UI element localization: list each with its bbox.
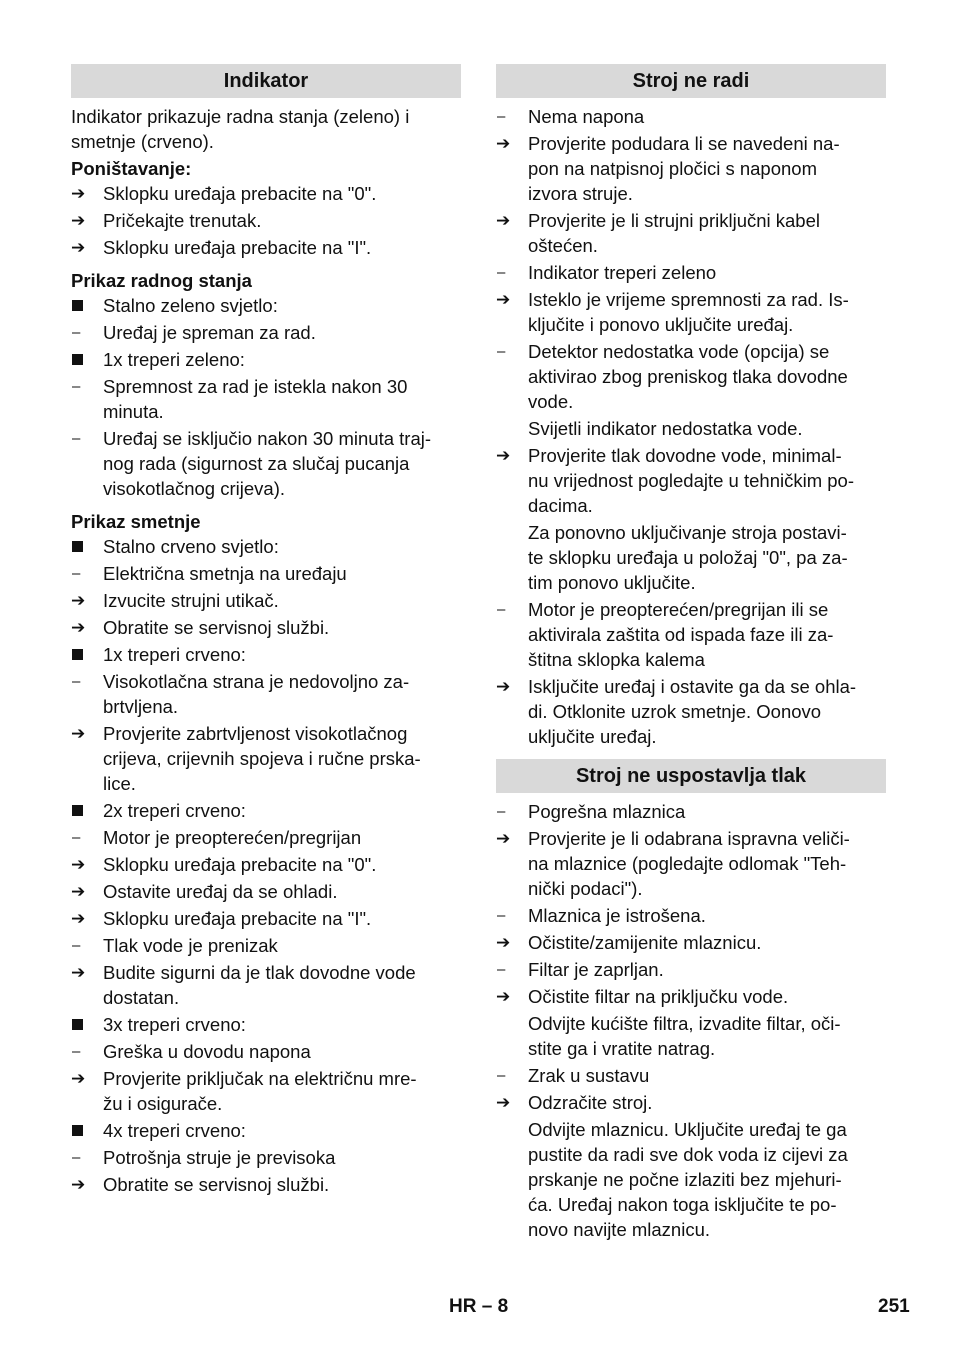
text-line: dostatan. [103, 987, 180, 1008]
text-line: Isteklo je vrijeme spremnosti za rad. Is- [528, 289, 849, 310]
text-line: Obratite se servisnoj službi. [103, 1174, 330, 1195]
list-continuation-text [496, 1011, 886, 1061]
list-continuation-text [496, 1117, 886, 1242]
dash-bullet-icon: – [497, 907, 506, 924]
text-line: Sklopku uređaja prebacite na "0". [103, 854, 377, 875]
text-line: Za ponovno uključivanje stroja postavi- [528, 522, 847, 543]
text-line: Nema napona [528, 106, 645, 127]
dash-bullet-icon: – [497, 803, 506, 820]
text-line: 1x treperi crveno: [103, 644, 246, 665]
list-item-text [528, 674, 886, 749]
text-line: visokotlačnog crijeva). [103, 478, 285, 499]
text-line: stite ga i vratite natrag. [528, 1038, 716, 1059]
list-item-text [528, 1063, 886, 1088]
list-item [71, 293, 461, 318]
list-marker [496, 104, 528, 129]
list-item [71, 426, 461, 501]
text-line: Motor je preopterećen/pregrijan ili se [528, 599, 829, 620]
list-item-text [528, 903, 886, 928]
list-item [71, 669, 461, 719]
list-item-text [103, 1012, 461, 1037]
text-line: Svijetli indikator nedostatka vode. [528, 418, 803, 439]
subheading-fault: Prikaz smetnje [71, 511, 201, 532]
list-item-text [103, 879, 461, 904]
text-line: Zrak u sustavu [528, 1065, 650, 1086]
text-line: Stalno crveno svjetlo: [103, 536, 279, 557]
list-marker [71, 825, 103, 850]
text-line: vode. [528, 391, 574, 412]
list-marker [496, 826, 528, 901]
list-item-text [528, 104, 886, 129]
list-marker [496, 984, 528, 1009]
list-marker [71, 642, 103, 667]
list-item [71, 1118, 461, 1143]
square-bullet-icon [72, 649, 83, 660]
list-item [496, 984, 886, 1009]
list-marker [71, 181, 103, 206]
list-item-text [103, 1118, 461, 1143]
text-line: Provjerite zabrtvljenost visokotlačnog [103, 723, 408, 744]
text-line: štitna sklopka kalema [528, 649, 705, 670]
list-item [71, 906, 461, 931]
text-line: Izvucite strujni utikač. [103, 590, 279, 611]
arrow-right-icon: ➔ [496, 1093, 511, 1112]
list-item [496, 208, 886, 258]
list-item [71, 1012, 461, 1037]
list-marker [71, 1066, 103, 1116]
list-item [496, 260, 886, 285]
list-item [71, 374, 461, 424]
arrow-right-icon: ➔ [496, 987, 511, 1006]
list-item [71, 615, 461, 640]
list-item-text [103, 933, 461, 958]
list-item-text [103, 1039, 461, 1064]
list-item [71, 347, 461, 372]
list-item-text [103, 534, 461, 559]
list-item-text [528, 339, 886, 414]
arrow-right-icon: ➔ [71, 909, 86, 928]
list-marker [71, 1012, 103, 1037]
dash-bullet-icon: – [497, 961, 506, 978]
list-marker [71, 561, 103, 586]
text-line: lice. [103, 773, 136, 794]
list-item-text [103, 293, 461, 318]
arrow-right-icon: ➔ [71, 963, 86, 982]
list-continuation-text [496, 416, 886, 441]
dash-bullet-icon: – [72, 324, 81, 341]
list-marker [496, 1063, 528, 1088]
text-line: Potrošnja struje je previsoka [103, 1147, 336, 1168]
text-line: Sklopku uređaja prebacite na "I". [103, 237, 372, 258]
text-line: Ostavite uređaj da se ohladi. [103, 881, 338, 902]
square-bullet-icon [72, 805, 83, 816]
text-line: na mlaznice (pogledajte odlomak "Teh- [528, 853, 847, 874]
text-line: pon na natpisnoj pločici s naponom [528, 158, 817, 179]
list-item [71, 642, 461, 667]
list-item-text [103, 615, 461, 640]
dash-bullet-icon: – [72, 1043, 81, 1060]
list-item-text [103, 561, 461, 586]
arrow-right-icon: ➔ [496, 134, 511, 153]
text-line: Odzračite stroj. [528, 1092, 653, 1113]
list-marker [496, 674, 528, 749]
list-marker [71, 960, 103, 1010]
section-heading-indikator: Indikator [71, 64, 461, 98]
arrow-right-icon: ➔ [496, 446, 511, 465]
list-item-text [528, 287, 886, 337]
dash-bullet-icon: – [497, 264, 506, 281]
arrow-right-icon: ➔ [71, 855, 86, 874]
text-line: Sklopku uređaja prebacite na "I". [103, 908, 372, 929]
text-line: Filtar je zaprljan. [528, 959, 664, 980]
list-marker [71, 1118, 103, 1143]
square-bullet-icon [72, 541, 83, 552]
subheading-reset: Poništavanje: [71, 158, 192, 179]
list-item-text [528, 260, 886, 285]
list-item [71, 960, 461, 1010]
text-line: Očistite/zamijenite mlaznicu. [528, 932, 762, 953]
list-item [71, 181, 461, 206]
arrow-right-icon: ➔ [496, 211, 511, 230]
list-continuation-text [496, 520, 886, 595]
arrow-right-icon: ➔ [71, 882, 86, 901]
list-marker [71, 534, 103, 559]
text-line: Provjerite podudara li se navedeni na- [528, 133, 840, 154]
text-line: Stalno zeleno svjetlo: [103, 295, 278, 316]
list-marker [71, 615, 103, 640]
text-line: nu vrijednost pogledajte u tehničkim po- [528, 470, 854, 491]
list-item-text [103, 588, 461, 613]
arrow-right-icon: ➔ [71, 238, 86, 257]
text-line: izvora struje. [528, 183, 633, 204]
list-item [71, 561, 461, 586]
list-marker [496, 287, 528, 337]
text-line: ća. Uređaj nakon toga isključite te po- [528, 1194, 837, 1215]
list-marker [71, 669, 103, 719]
list-item [71, 320, 461, 345]
text-line: pustite da radi sve dok voda iz cijevi za [528, 1144, 848, 1165]
list-item [496, 1090, 886, 1115]
text-line: dacima. [528, 495, 593, 516]
list-item [496, 903, 886, 928]
text-line: Tlak vode je prenizak [103, 935, 278, 956]
text-line: Sklopku uređaja prebacite na "0". [103, 183, 377, 204]
list-item [496, 443, 886, 518]
square-bullet-icon [72, 300, 83, 311]
dash-bullet-icon: – [72, 673, 81, 690]
text-line: Motor je preopterećen/pregrijan [103, 827, 362, 848]
list-item-text [528, 984, 886, 1009]
arrow-right-icon: ➔ [71, 591, 86, 610]
text-line: Odvijte mlaznicu. Uključite uređaj te ga [528, 1119, 847, 1140]
text-line: Budite sigurni da je tlak dovodne vode [103, 962, 416, 983]
list-marker [71, 588, 103, 613]
list-item [71, 588, 461, 613]
text-line: di. Otklonite uzrok smetnje. Oonovo [528, 701, 822, 722]
list-marker [496, 799, 528, 824]
text-line: Obratite se servisnoj službi. [103, 617, 330, 638]
list-item [71, 825, 461, 850]
list-item [71, 1039, 461, 1064]
intro-paragraph [71, 104, 461, 154]
text-line: Odvijte kućište filtra, izvadite filtar, oči- [528, 1013, 841, 1034]
list-marker [496, 339, 528, 414]
list-item [496, 597, 886, 672]
list-marker [71, 933, 103, 958]
text-line: Pogrešna mlaznica [528, 801, 686, 822]
text-line: Električna smetnja na uređaju [103, 563, 347, 584]
list-item [71, 534, 461, 559]
text-line: oštećen. [528, 235, 598, 256]
list-item-text [103, 798, 461, 823]
list-item-text [103, 1066, 461, 1116]
list-item [71, 721, 461, 796]
list-item-text [103, 906, 461, 931]
arrow-right-icon: ➔ [71, 618, 86, 637]
section-heading-stroj-ne-uspostavlja-tlak: Stroj ne uspostavlja tlak [496, 759, 886, 793]
square-bullet-icon [72, 1125, 83, 1136]
list-marker [71, 721, 103, 796]
list-item [496, 957, 886, 982]
arrow-right-icon: ➔ [71, 184, 86, 203]
list-item-text [528, 1090, 886, 1115]
list-item [496, 339, 886, 414]
text-line: minuta. [103, 401, 164, 422]
list-item [496, 930, 886, 955]
text-line: uključite uređaj. [528, 726, 657, 747]
list-item [71, 1172, 461, 1197]
arrow-right-icon: ➔ [496, 829, 511, 848]
text-line: tim ponovo uključite. [528, 572, 696, 593]
text-line: 3x treperi crveno: [103, 1014, 246, 1035]
text-line: ključite i ponovo uključite uređaj. [528, 314, 794, 335]
list-marker [71, 235, 103, 260]
list-fault [71, 534, 461, 1197]
list-item-text [103, 208, 461, 233]
list-item-text [528, 930, 886, 955]
list-item-text [528, 208, 886, 258]
list-marker [71, 852, 103, 877]
list-item-text [103, 642, 461, 667]
arrow-right-icon: ➔ [71, 724, 86, 743]
list-item [71, 798, 461, 823]
list-marker [496, 208, 528, 258]
list-item [71, 933, 461, 958]
text-line: Spremnost za rad je istekla nakon 30 [103, 376, 408, 397]
arrow-right-icon: ➔ [71, 211, 86, 230]
list-item [71, 879, 461, 904]
intro-line: smetnje (crveno). [71, 131, 214, 152]
text-line: nog rada (sigurnost za slučaj pucanja [103, 453, 410, 474]
list-marker [496, 957, 528, 982]
text-line: aktivirala zaštita od ispada faze ili za- [528, 624, 834, 645]
list-item [71, 208, 461, 233]
text-line: Očistite filtar na priključku vode. [528, 986, 789, 1007]
list-marker [71, 374, 103, 424]
list-stroj-ne-uspostavlja-tlak [496, 799, 886, 1242]
dash-bullet-icon: – [497, 343, 506, 360]
list-item-text [528, 597, 886, 672]
square-bullet-icon [72, 354, 83, 365]
arrow-right-icon: ➔ [496, 677, 511, 696]
text-line: brtvljena. [103, 696, 179, 717]
footer-page-number: 251 [878, 1296, 910, 1317]
list-marker [71, 1172, 103, 1197]
text-line: te sklopku uređaja u položaj "0", pa za- [528, 547, 848, 568]
list-marker [71, 293, 103, 318]
text-line: 1x treperi zeleno: [103, 349, 245, 370]
subheading-status: Prikaz radnog stanja [71, 270, 252, 291]
text-line: Detektor nedostatka vode (opcija) se [528, 341, 830, 362]
text-line: novo navijte mlaznicu. [528, 1219, 711, 1240]
text-line: Uređaj se isključio nakon 30 minuta traj- [103, 428, 432, 449]
dash-bullet-icon: – [497, 601, 506, 618]
dash-bullet-icon: – [72, 1149, 81, 1166]
left-column [71, 64, 461, 1199]
list-marker [71, 906, 103, 931]
text-line: Mlaznica je istrošena. [528, 905, 706, 926]
list-item-text [103, 852, 461, 877]
list-item-text [103, 669, 461, 719]
text-line: 4x treperi crveno: [103, 1120, 246, 1141]
list-item [496, 674, 886, 749]
list-item [496, 131, 886, 206]
list-item-text [103, 721, 461, 796]
text-line: Pričekajte trenutak. [103, 210, 262, 231]
text-line: Provjerite tlak dovodne vode, minimal- [528, 445, 842, 466]
arrow-right-icon: ➔ [496, 933, 511, 952]
list-item [496, 1063, 886, 1088]
list-item-text [103, 347, 461, 372]
text-line: 2x treperi crveno: [103, 800, 246, 821]
list-item [71, 1066, 461, 1116]
text-line: Visokotlačna strana je nedovoljno za- [103, 671, 410, 692]
text-line: Indikator treperi zeleno [528, 262, 717, 283]
text-line: Isključite uređaj i ostavite ga da se ohla- [528, 676, 857, 697]
list-item-text [528, 799, 886, 824]
list-item-text [103, 181, 461, 206]
list-marker [71, 1039, 103, 1064]
text-line: aktivirao zbog preniskog tlaka dovodne [528, 366, 848, 387]
list-item [71, 235, 461, 260]
dash-bullet-icon: – [497, 108, 506, 125]
list-marker [496, 260, 528, 285]
list-marker [496, 930, 528, 955]
dash-bullet-icon: – [72, 565, 81, 582]
list-item [496, 799, 886, 824]
list-item-text [103, 235, 461, 260]
text-line: Provjerite je li strujni priključni kabel [528, 210, 820, 231]
text-line: Uređaj je spreman za rad. [103, 322, 316, 343]
list-item [71, 1145, 461, 1170]
list-item-text [103, 374, 461, 424]
text-line: prskanje ne počne izlaziti bez mjehuri- [528, 1169, 842, 1190]
list-marker [71, 1145, 103, 1170]
arrow-right-icon: ➔ [71, 1069, 86, 1088]
list-item [496, 287, 886, 337]
list-item [496, 104, 886, 129]
list-item [71, 852, 461, 877]
arrow-right-icon: ➔ [71, 1175, 86, 1194]
section-heading-stroj-ne-radi: Stroj ne radi [496, 64, 886, 98]
list-stroj-ne-radi [496, 104, 886, 749]
list-marker [71, 798, 103, 823]
list-marker [496, 1090, 528, 1115]
list-status [71, 293, 461, 501]
dash-bullet-icon: – [497, 1067, 506, 1084]
list-item [496, 826, 886, 901]
list-marker [496, 903, 528, 928]
list-marker [496, 443, 528, 518]
list-item-text [103, 1172, 461, 1197]
list-item-text [103, 960, 461, 1010]
dash-bullet-icon: – [72, 430, 81, 447]
text-line: Provjerite priključak na električnu mre- [103, 1068, 417, 1089]
list-item-text [528, 131, 886, 206]
list-marker [71, 347, 103, 372]
list-reset [71, 181, 461, 260]
dash-bullet-icon: – [72, 829, 81, 846]
text-line: nički podaci"). [528, 878, 643, 899]
square-bullet-icon [72, 1019, 83, 1030]
list-item-text [528, 957, 886, 982]
list-marker [496, 597, 528, 672]
intro-line: Indikator prikazuje radna stanja (zeleno) i [71, 106, 410, 127]
list-marker [496, 131, 528, 206]
text-line: Greška u dovodu napona [103, 1041, 311, 1062]
text-line: crijeva, crijevnih spojeva i ručne prska- [103, 748, 421, 769]
list-marker [71, 208, 103, 233]
text-line: Provjerite je li odabrana ispravna veliči- [528, 828, 850, 849]
list-item-text [103, 1145, 461, 1170]
arrow-right-icon: ➔ [496, 290, 511, 309]
footer-language-page: HR – 8 [449, 1296, 509, 1317]
list-marker [71, 879, 103, 904]
list-marker [71, 320, 103, 345]
list-item-text [103, 320, 461, 345]
dash-bullet-icon: – [72, 378, 81, 395]
right-column [496, 64, 886, 1244]
list-item-text [528, 443, 886, 518]
list-item-text [528, 826, 886, 901]
list-item-text [103, 426, 461, 501]
text-line: žu i osigurače. [103, 1093, 223, 1114]
dash-bullet-icon: – [72, 937, 81, 954]
list-marker [71, 426, 103, 501]
list-item-text [103, 825, 461, 850]
